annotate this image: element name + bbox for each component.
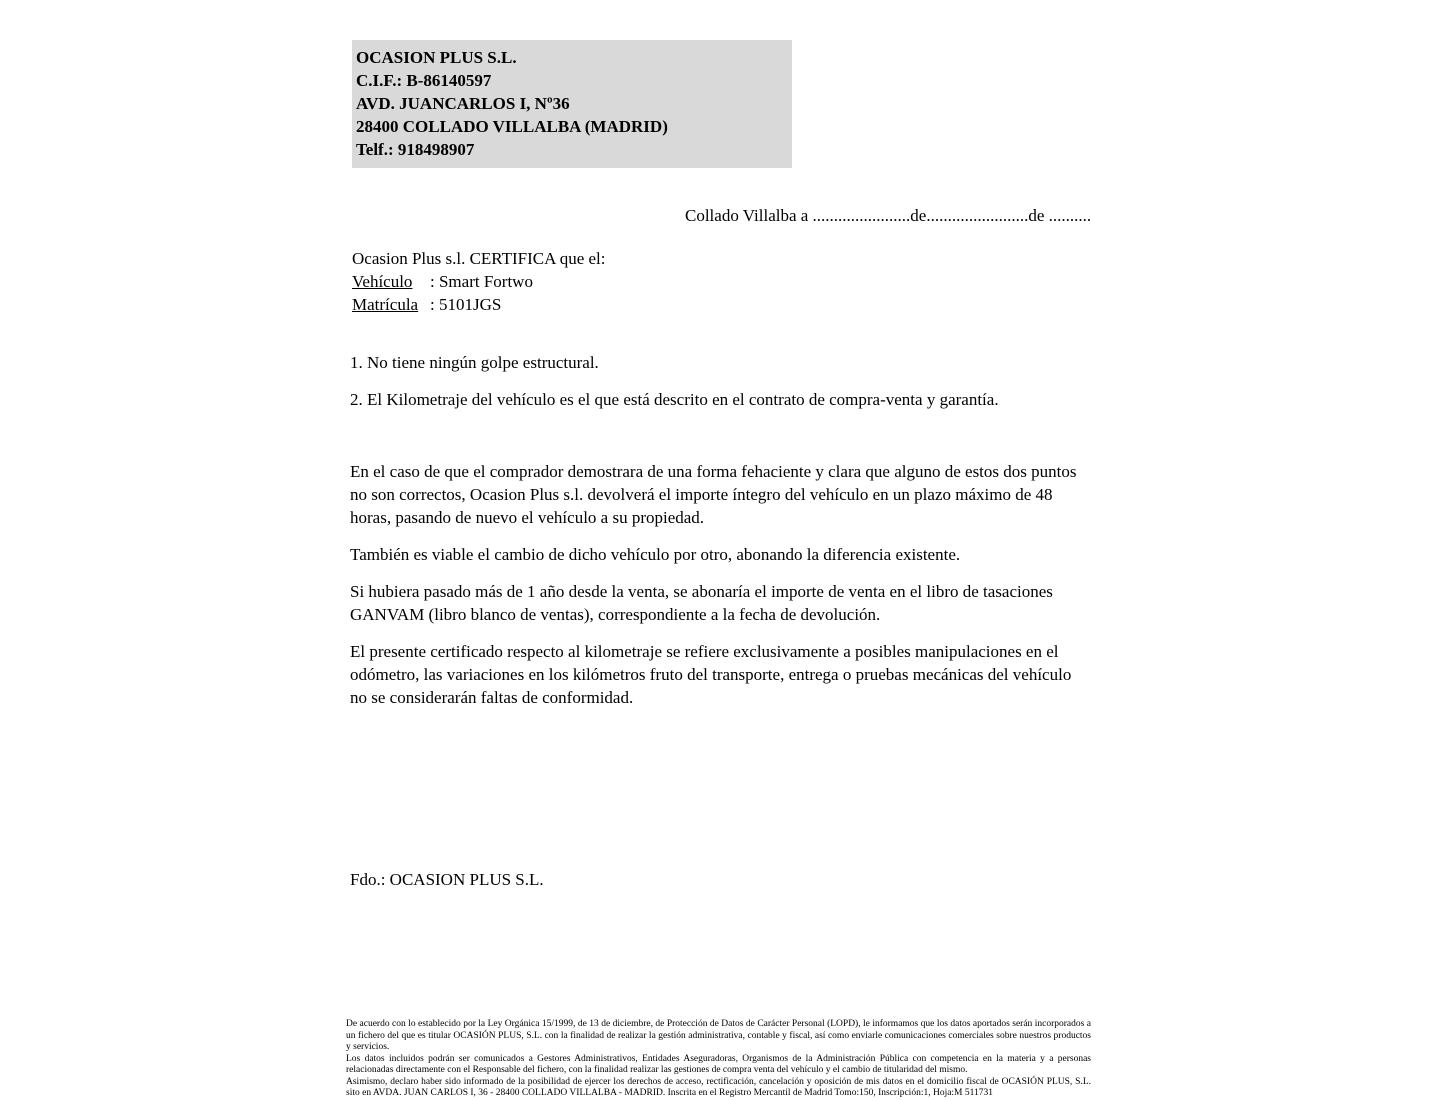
legal-paragraph-data-sharing: Los datos incluidos podrán ser comunicados a Gestores Administrativos, Entidades Aseguradoras, Organismos de la Administración Pública con competencia en la materia y a personas relacionadas directamente con el Responsable del fichero, con la finalidad realizar las gestiones de compra venta del vehículo y el cambio de titularidad del mismo. (346, 1053, 1091, 1075)
city-line: 28400 COLLADO VILLALBA (MADRID) (356, 117, 668, 136)
paragraph-ganvam: Si hubiera pasado más de 1 año desde la venta, se abonaría el importe de venta en el libro de tasaciones GANVAM (libro blanco de ventas), correspondiente a la fecha de devolución. (350, 582, 1053, 624)
date-line: Collado Villalba a .......................de........................de .......... (685, 206, 1092, 225)
point-2: 2. El Kilometraje del vehículo es el que está descrito en el contrato de compra-venta y garantía. (350, 390, 999, 409)
cif-line: C.I.F.: B-86140597 (356, 71, 492, 90)
signature-line: Fdo.: OCASION PLUS S.L. (350, 870, 544, 889)
vehicle-row (352, 270, 606, 293)
vehicle-label: Vehículo (352, 272, 413, 291)
legal-footer (346, 1019, 1091, 1100)
address-line: AVD. JUANCARLOS I, Nº36 (356, 94, 570, 113)
plate-label: Matrícula (352, 295, 419, 314)
company-name: OCASION PLUS S.L. (356, 48, 517, 67)
certification-block (352, 247, 606, 316)
legal-paragraph-rights: Asimismo, declaro haber sido informado de la posibilidad de ejercer los derechos de acceso, rectificación, cancelación y oposición de mis datos en el domicilio fiscal de OCASIÓN PLUS, S.L. sito en AVDA. JUAN CARLOS I, 36 - 28400 COLLADO VILLALBA - MADRID. Inscrita en el Registro Mercantil de Madrid Tomo:150, Inscripción:1, Hoja:M 511731 (346, 1076, 1091, 1098)
numbered-points (350, 351, 1085, 425)
body-paragraphs (350, 460, 1087, 723)
letterhead (352, 40, 792, 168)
plate-row (352, 293, 606, 316)
certify-intro: Ocasion Plus s.l. CERTIFICA que el: (352, 249, 606, 268)
plate-label-wrap (352, 293, 430, 316)
paragraph-exchange: También es viable el cambio de dicho vehículo por otro, abonando la diferencia existente. (350, 545, 961, 564)
plate-value: : 5101JGS (430, 295, 502, 314)
paragraph-refund: En el caso de que el comprador demostrara de una forma fehaciente y clara que alguno de estos dos puntos no son correctos, Ocasion Plus s.l. devolverá el importe íntegro del vehículo en un plazo máximo de 48 horas, pasando de nuevo el vehículo a su propiedad. (350, 462, 1077, 527)
point-1: 1. No tiene ningún golpe estructural. (350, 353, 599, 372)
paragraph-odometer: El presente certificado respecto al kilometraje se refiere exclusivamente a posibles manipulaciones en el odómetro, las variaciones en los kilómetros fruto del transporte, entrega o pruebas mecánicas del vehículo no se considerarán faltas de conformidad. (350, 642, 1072, 707)
legal-paragraph-lopd: De acuerdo con lo establecido por la Ley Orgánica 15/1999, de 13 de diciembre, de Protección de Datos de Carácter Personal (LOPD), le informamos que los datos aportados serán incorporados a un fichero del que es titular OCASIÓN PLUS, S.L. con la finalidad de realizar la gestión administrativa, contable y fiscal, así como enviarle comunicaciones comerciales sobre nuestros productos y servicios. (346, 1019, 1091, 1052)
phone-line: Telf.: 918498907 (356, 140, 475, 159)
vehicle-value: : Smart Fortwo (430, 272, 533, 291)
vehicle-label-wrap (352, 270, 430, 293)
